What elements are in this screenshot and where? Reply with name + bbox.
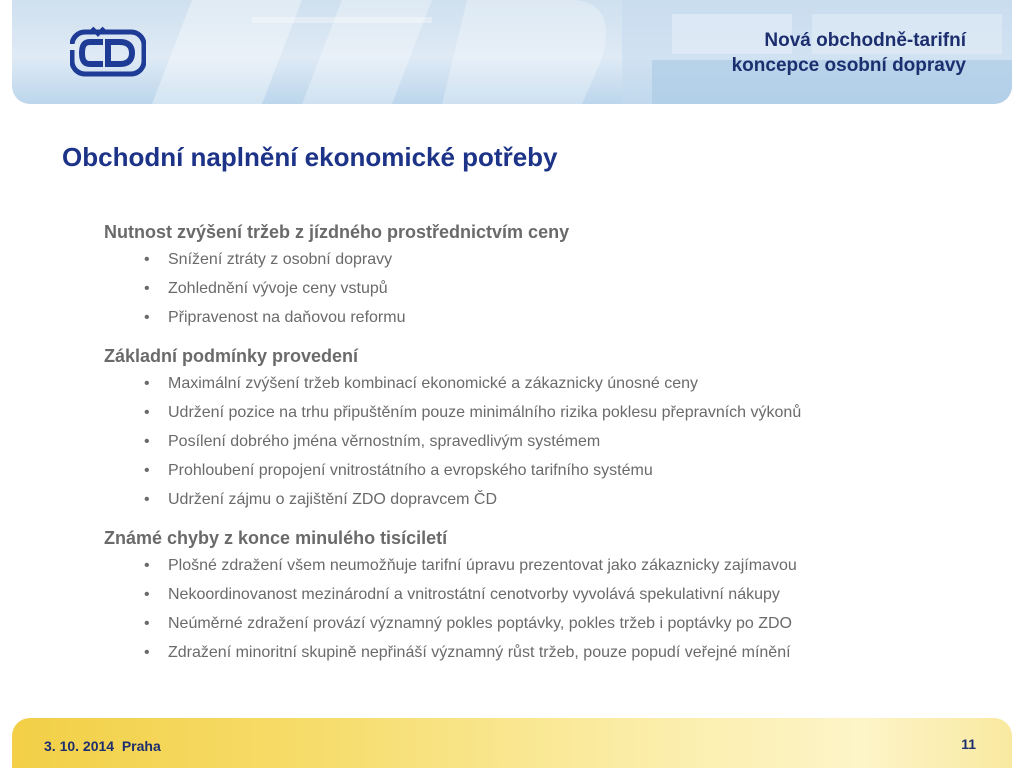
bullet-text: Snížení ztráty z osobní dopravy xyxy=(168,251,393,268)
bullet-text: Posílení dobrého jména věrnostním, spravedlivým systémem xyxy=(168,432,601,450)
page-number: 11 xyxy=(961,736,976,752)
bullet-item xyxy=(104,304,1004,333)
bullet-icon: • xyxy=(144,557,150,575)
bullet-item xyxy=(104,552,1004,581)
bullet-text: Plošné zdražení všem neumožňuje tarifní úpravu prezentovat jako zákaznicky zajímavou xyxy=(168,557,797,575)
section-basic-conditions xyxy=(104,342,1004,514)
bullet-item xyxy=(104,581,1004,610)
bullet-item xyxy=(104,610,1004,639)
bullet-icon: • xyxy=(144,251,150,268)
bullet-item xyxy=(104,486,1004,515)
bullet-list xyxy=(104,246,1004,332)
bullet-icon: • xyxy=(144,643,150,661)
bullet-text: Udržení pozice na trhu připuštěním pouze minimálního rizika poklesu přepravních výkonů xyxy=(168,404,802,422)
footer-date-place: 3. 10. 2014 Praha xyxy=(44,738,161,754)
presentation-title-line2: koncepce osobní dopravy xyxy=(731,55,966,76)
bullet-item xyxy=(104,428,1004,457)
bullet-icon: • xyxy=(144,586,150,604)
bullet-text: Udržení zájmu o zajištění ZDO dopravcem ČD xyxy=(168,490,497,508)
bullet-item xyxy=(104,639,1004,668)
bullet-icon: • xyxy=(144,279,150,297)
bullet-icon: • xyxy=(144,490,150,508)
bullet-text: Prohloubení propojení vnitrostátního a evropského tarifního systému xyxy=(168,461,653,479)
bullet-icon: • xyxy=(144,404,150,422)
header-banner xyxy=(12,0,1012,104)
bullet-icon: • xyxy=(144,432,150,450)
section-known-errors xyxy=(104,524,1004,667)
section-heading: Nutnost zvýšení tržeb z jízdného prostřednictvím ceny xyxy=(104,222,570,242)
presentation-title-line1: Nová obchodně-tarifní xyxy=(764,30,966,51)
page-title: Obchodní naplnění ekonomické potřeby xyxy=(62,142,558,172)
section-revenue-increase xyxy=(104,218,1004,332)
footer-bar xyxy=(12,718,1012,768)
bullet-item xyxy=(104,399,1004,428)
section-heading: Základní podmínky provedení xyxy=(104,346,359,367)
bullet-text: Nekoordinovanost mezinárodní a vnitrostátní cenotvorby vyvolává spekulativní nákupy xyxy=(168,586,780,604)
bullet-icon: • xyxy=(144,308,150,326)
bullet-item xyxy=(104,370,1004,399)
bullet-list xyxy=(104,370,1004,514)
bullet-text: Maximální zvýšení tržeb kombinací ekonomické a zákaznicky únosné ceny xyxy=(168,375,699,393)
bullet-text: Zohlednění vývoje ceny vstupů xyxy=(168,279,388,297)
bullet-item xyxy=(104,457,1004,486)
slide-content xyxy=(104,218,1004,678)
bullet-icon: • xyxy=(144,375,150,393)
section-heading: Známé chyby z konce minulého tisíciletí xyxy=(104,528,448,549)
bullet-text: Neúměrné zdražení provází významný pokles poptávky, pokles tržeb i poptávky po ZDO xyxy=(168,614,792,632)
bullet-text: Připravenost na daňovou reformu xyxy=(168,308,406,326)
presentation-title xyxy=(566,28,966,78)
cd-logo xyxy=(70,26,146,78)
bullet-item xyxy=(104,246,1004,275)
bullet-text: Zdražení minoritní skupině nepřináší významný růst tržeb, pouze popudí veřejné mínění xyxy=(168,643,791,661)
bullet-item xyxy=(104,275,1004,304)
bullet-icon: • xyxy=(144,461,150,479)
bullet-icon: • xyxy=(144,614,150,632)
bullet-list xyxy=(104,552,1004,667)
